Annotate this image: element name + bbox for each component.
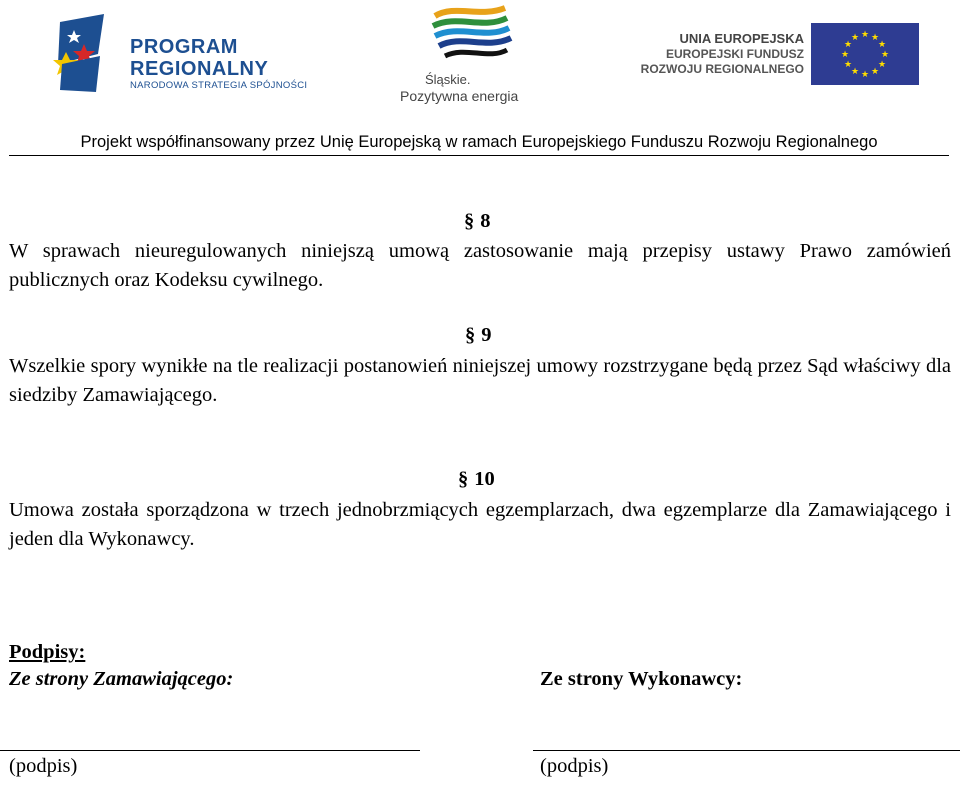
svg-text:★: ★ <box>870 67 880 77</box>
slaskie-waves-icon <box>395 4 555 74</box>
section-9-text: Wszelkie spory wynikłe na tle realizacji postanowień niniejszej umowy rozstrzygane będą przez Sąd właściwy dla siedziby Zamawiającego. <box>9 355 951 406</box>
eu-logo-text <box>618 31 804 77</box>
svg-text:★: ★ <box>860 30 870 40</box>
section-number: 9 <box>481 324 492 346</box>
signature-right-line <box>533 750 960 751</box>
slaskie-name: Śląskie. <box>425 72 471 87</box>
program-logo-title <box>130 36 268 80</box>
section-10-heading <box>458 468 495 491</box>
program-title-line2: REGIONALNY <box>130 58 269 80</box>
cofinancing-statement: Projekt współfinansowany przez Unię Europejską w ramach Europejskiego Funduszu Rozwoju Regionalnego <box>80 133 878 151</box>
signature-right-caption: (podpis) <box>540 755 609 777</box>
svg-text:★: ★ <box>843 40 853 50</box>
svg-text:★: ★ <box>850 33 860 43</box>
section-symbol: § <box>465 324 476 346</box>
eu-line1: UNIA EUROPEJSKA <box>679 31 804 46</box>
header-divider <box>9 155 949 156</box>
section-number: 10 <box>474 468 495 490</box>
svg-text:★: ★ <box>880 50 890 60</box>
svg-text:★: ★ <box>877 60 887 70</box>
section-9-heading <box>465 324 492 347</box>
eu-flag-icon <box>811 23 919 85</box>
svg-text:★: ★ <box>843 60 853 70</box>
eu-line3: ROZWOJU REGIONALNEGO <box>640 62 804 76</box>
signature-right-label: Ze strony Wykonawcy: <box>540 668 743 690</box>
svg-text:★: ★ <box>877 40 887 50</box>
slaskie-logo <box>395 4 555 104</box>
eu-stars-icon <box>811 23 919 85</box>
program-regionalny-logo <box>52 14 352 94</box>
section-number: 8 <box>480 210 491 232</box>
section-symbol: § <box>464 210 475 232</box>
section-10-text: Umowa została sporządzona w trzech jednobrzmiących egzemplarzach, dwa egzemplarze dla Zamawiającego i jeden dla Wykonawcy. <box>9 499 951 550</box>
svg-text:★: ★ <box>870 33 880 43</box>
program-star-emblem-icon <box>52 14 132 94</box>
program-logo-subtitle: NARODOWA STRATEGIA SPÓJNOŚCI <box>130 80 308 91</box>
section-symbol: § <box>458 468 469 490</box>
svg-text:★: ★ <box>860 70 870 80</box>
signature-left-caption: (podpis) <box>9 755 78 777</box>
signature-left-line <box>0 750 420 751</box>
section-8-heading <box>464 210 491 233</box>
section-8-text: W sprawach nieuregulowanych niniejszą umową zastosowanie mają przepisy ustawy Prawo zamówień publicznych oraz Kodeksu cywilnego. <box>9 240 951 291</box>
signatures-heading: Podpisy: <box>9 641 86 663</box>
slaskie-tagline: Pozytywna energia <box>400 88 519 104</box>
svg-text:★: ★ <box>850 67 860 77</box>
eu-line2: EUROPEJSKI FUNDUSZ <box>665 47 804 61</box>
signature-left-label: Ze strony Zamawiającego: <box>9 668 234 690</box>
program-title-line1: PROGRAM <box>130 36 238 58</box>
svg-text:★: ★ <box>840 50 850 60</box>
